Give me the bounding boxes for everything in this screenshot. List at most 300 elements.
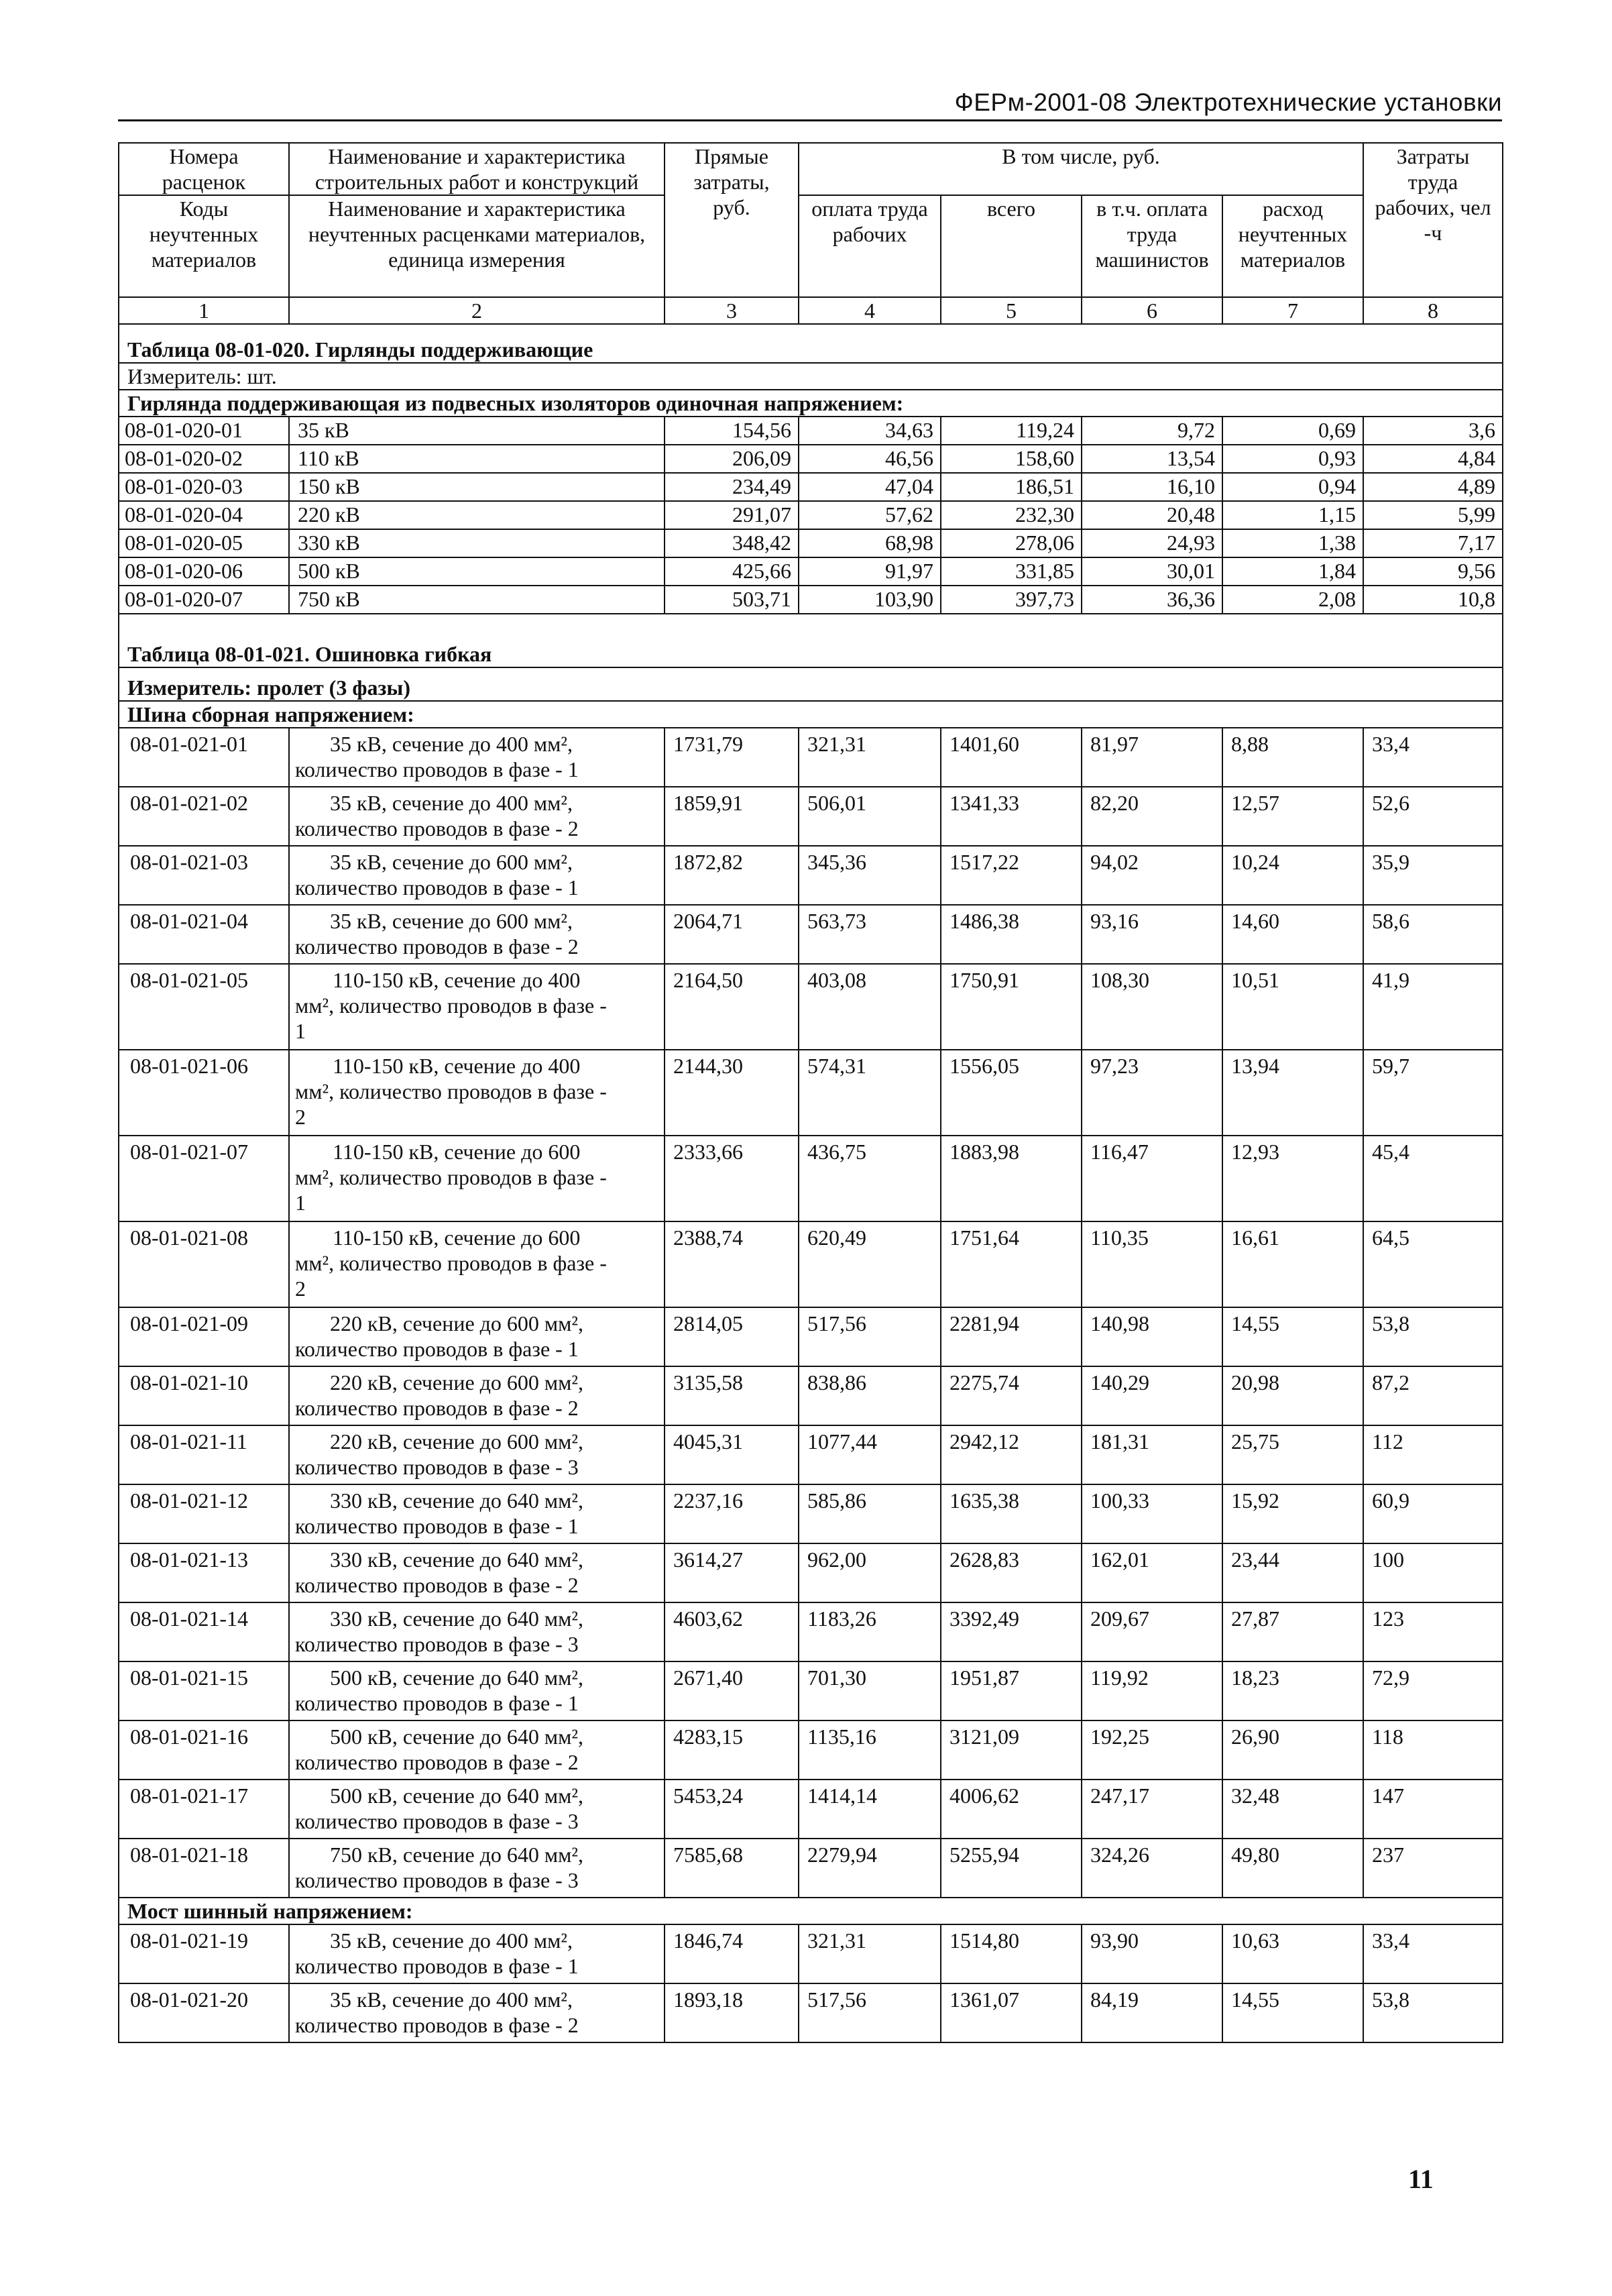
row-name (289, 1307, 665, 1366)
table-row (119, 1050, 1503, 1136)
row-value: 324,26 (1082, 1839, 1222, 1898)
table-row (119, 586, 1503, 614)
header-row-2 (119, 195, 1503, 297)
row-value: 1414,14 (799, 1780, 941, 1839)
row-value: 0,94 (1222, 473, 1363, 501)
row-value: 10,51 (1222, 964, 1363, 1050)
row-value: 3135,58 (665, 1366, 799, 1425)
row-name-line: 330 кВ, сечение до 640 мм², (330, 1606, 584, 1631)
table-row (119, 1543, 1503, 1602)
row-value: 1951,87 (941, 1661, 1082, 1720)
table-row (119, 1661, 1503, 1720)
row-value: 33,4 (1363, 728, 1503, 787)
row-value: 36,36 (1082, 586, 1222, 614)
row-name-line: 500 кВ, сечение до 640 мм², (330, 1784, 584, 1808)
row-name (289, 1661, 665, 1720)
row-name-line: 2 (295, 1105, 306, 1129)
row-value: 1361,07 (941, 1983, 1082, 2042)
row-value: 93,90 (1082, 1924, 1222, 1983)
row-value: 59,7 (1363, 1050, 1503, 1136)
row-value: 10,63 (1222, 1924, 1363, 1983)
row-code: 08-01-021-05 (119, 964, 289, 1050)
header-codes-bottom: Коды неучтенных материалов (119, 195, 289, 297)
row-name-line: 110-150 кВ, сечение до 600 (333, 1140, 581, 1164)
running-header: ФЕРм-2001-08 Электротехнические установки (954, 89, 1502, 116)
row-value: 5,99 (1363, 501, 1503, 529)
table-020-title: Таблица 08-01-020. Гирлянды поддерживающие (119, 324, 1503, 363)
row-name-line: количество проводов в фазе - 2 (295, 1750, 579, 1774)
table-020-unit: Измеритель: шт. (119, 363, 1503, 390)
table-row (119, 905, 1503, 964)
row-value: 158,60 (941, 445, 1082, 473)
row-value: 12,93 (1222, 1136, 1363, 1221)
header-num: 3 (665, 297, 799, 324)
row-value: 60,9 (1363, 1484, 1503, 1543)
row-name-line: 35 кВ, сечение до 400 мм², (330, 1987, 573, 2012)
row-value: 4,84 (1363, 445, 1503, 473)
row-name-line: 110-150 кВ, сечение до 600 (333, 1225, 581, 1250)
row-value: 1077,44 (799, 1425, 941, 1484)
row-value: 23,44 (1222, 1543, 1363, 1602)
row-name-line: 500 кВ, сечение до 640 мм², (330, 1665, 584, 1690)
row-code: 08-01-021-01 (119, 728, 289, 787)
table-020-section: Гирлянда поддерживающая из подвесных изоляторов одиночная напряжением: (119, 390, 1503, 417)
row-name-line: количество проводов в фазе - 3 (295, 1455, 579, 1479)
row-value: 2164,50 (665, 964, 799, 1050)
row-value: 563,73 (799, 905, 941, 964)
row-name-line: мм², количество проводов в фазе - (295, 1079, 607, 1103)
table-row (119, 417, 1503, 445)
row-value: 8,88 (1222, 728, 1363, 787)
row-value: 348,42 (665, 529, 799, 557)
row-value: 13,54 (1082, 445, 1222, 473)
table-row (119, 1307, 1503, 1366)
row-code: 08-01-020-06 (119, 557, 289, 586)
row-value: 5255,94 (941, 1839, 1082, 1898)
row-name (289, 1484, 665, 1543)
row-name (289, 787, 665, 846)
table-row (119, 1780, 1503, 1839)
row-value: 10,8 (1363, 586, 1503, 614)
row-value: 18,23 (1222, 1661, 1363, 1720)
row-value: 2671,40 (665, 1661, 799, 1720)
row-code: 08-01-021-17 (119, 1780, 289, 1839)
row-code: 08-01-021-14 (119, 1602, 289, 1661)
row-value: 1846,74 (665, 1924, 799, 1983)
row-name (289, 1720, 665, 1780)
row-value: 20,48 (1082, 501, 1222, 529)
row-value: 7585,68 (665, 1839, 799, 1898)
row-name-line: мм², количество проводов в фазе - (295, 993, 607, 1018)
row-value: 2281,94 (941, 1307, 1082, 1366)
row-value: 234,49 (665, 473, 799, 501)
row-value: 103,90 (799, 586, 941, 614)
header-name-top: Наименование и характеристика строительных работ и конструкций (289, 143, 665, 195)
row-value: 620,49 (799, 1221, 941, 1307)
row-value: 2814,05 (665, 1307, 799, 1366)
row-value: 68,98 (799, 529, 941, 557)
table-row (119, 1983, 1503, 2042)
row-value: 162,01 (1082, 1543, 1222, 1602)
table-row (119, 1221, 1503, 1307)
row-value: 397,73 (941, 586, 1082, 614)
row-name-line: 220 кВ, сечение до 600 мм², (330, 1311, 584, 1335)
row-value: 14,55 (1222, 1307, 1363, 1366)
row-value: 118 (1363, 1720, 1503, 1780)
row-name-line: 35 кВ, сечение до 600 мм², (330, 909, 573, 933)
row-value: 9,72 (1082, 417, 1222, 445)
row-name (289, 728, 665, 787)
header-name-bottom: Наименование и характеристика неучтенных расценками материалов, единица измерения (289, 195, 665, 297)
row-value: 4006,62 (941, 1780, 1082, 1839)
row-value: 154,56 (665, 417, 799, 445)
row-value: 57,62 (799, 501, 941, 529)
row-value: 186,51 (941, 473, 1082, 501)
row-value: 30,01 (1082, 557, 1222, 586)
row-name: 220 кВ (289, 501, 665, 529)
table-021-title: Таблица 08-01-021. Ошиновка гибкая (119, 614, 1503, 667)
row-value: 45,4 (1363, 1136, 1503, 1221)
row-name-line: 330 кВ, сечение до 640 мм², (330, 1488, 584, 1513)
row-name-line: 500 кВ, сечение до 640 мм², (330, 1725, 584, 1749)
row-value: 25,75 (1222, 1425, 1363, 1484)
table-row (119, 1924, 1503, 1983)
row-value: 2275,74 (941, 1366, 1082, 1425)
row-value: 2279,94 (799, 1839, 941, 1898)
row-value: 1401,60 (941, 728, 1082, 787)
row-value: 1,38 (1222, 529, 1363, 557)
row-name-line: 330 кВ, сечение до 640 мм², (330, 1547, 584, 1572)
header-in-total: В том числе, руб. (799, 143, 1363, 195)
row-value: 1883,98 (941, 1136, 1082, 1221)
header-num: 5 (941, 297, 1082, 324)
row-value: 91,97 (799, 557, 941, 586)
table-020-title-row (119, 324, 1503, 363)
row-value: 35,9 (1363, 846, 1503, 905)
row-name (289, 905, 665, 964)
header-labor: Затраты труда рабочих, чел -ч (1363, 143, 1503, 297)
row-value: 119,24 (941, 417, 1082, 445)
row-value: 5453,24 (665, 1780, 799, 1839)
row-value: 4603,62 (665, 1602, 799, 1661)
row-name-line: количество проводов в фазе - 1 (295, 1954, 579, 1978)
row-value: 2333,66 (665, 1136, 799, 1221)
row-name (289, 1425, 665, 1484)
row-value: 16,61 (1222, 1221, 1363, 1307)
row-name (289, 846, 665, 905)
section-row (119, 701, 1503, 728)
header-materials: расход неучтенных материалов (1222, 195, 1363, 297)
row-name-line: 750 кВ, сечение до 640 мм², (330, 1843, 584, 1867)
row-name-line: 220 кВ, сечение до 600 мм², (330, 1370, 584, 1395)
header-machines-total: всего (941, 195, 1082, 297)
row-value: 123 (1363, 1602, 1503, 1661)
row-value: 321,31 (799, 1924, 941, 1983)
header-num: 4 (799, 297, 941, 324)
row-name-line: количество проводов в фазе - 2 (295, 2013, 579, 2037)
row-value: 517,56 (799, 1307, 941, 1366)
row-value: 3392,49 (941, 1602, 1082, 1661)
row-value: 1872,82 (665, 846, 799, 905)
row-name-line: мм², количество проводов в фазе - (295, 1251, 607, 1275)
row-name (289, 964, 665, 1050)
row-value: 209,67 (1082, 1602, 1222, 1661)
row-value: 838,86 (799, 1366, 941, 1425)
row-value: 291,07 (665, 501, 799, 529)
header-number-row (119, 297, 1503, 324)
row-value: 52,6 (1363, 787, 1503, 846)
row-code: 08-01-021-15 (119, 1661, 289, 1720)
section-label: Мост шинный напряжением: (119, 1898, 1503, 1924)
row-value: 84,19 (1082, 1983, 1222, 2042)
row-value: 181,31 (1082, 1425, 1222, 1484)
table-row (119, 728, 1503, 787)
row-value: 3614,27 (665, 1543, 799, 1602)
row-name (289, 1221, 665, 1307)
row-value: 1514,80 (941, 1924, 1082, 1983)
row-value: 41,9 (1363, 964, 1503, 1050)
row-value: 2,08 (1222, 586, 1363, 614)
row-name (289, 1839, 665, 1898)
header-machinist-wages: в т.ч. оплата труда машинистов (1082, 195, 1222, 297)
row-value: 34,63 (799, 417, 941, 445)
row-name (289, 1543, 665, 1602)
row-code: 08-01-021-04 (119, 905, 289, 964)
row-name-line: 110-150 кВ, сечение до 400 (333, 1054, 581, 1078)
row-value: 1635,38 (941, 1484, 1082, 1543)
row-value: 237 (1363, 1839, 1503, 1898)
row-name-line: количество проводов в фазе - 1 (295, 1691, 579, 1715)
table-row (119, 557, 1503, 586)
row-name-line: 1 (295, 1191, 306, 1215)
table-row (119, 964, 1503, 1050)
row-value: 1750,91 (941, 964, 1082, 1050)
row-value: 15,92 (1222, 1484, 1363, 1543)
row-name-line: количество проводов в фазе - 2 (295, 1573, 579, 1597)
row-value: 147 (1363, 1780, 1503, 1839)
row-value: 97,23 (1082, 1050, 1222, 1136)
row-name: 750 кВ (289, 586, 665, 614)
row-name (289, 1136, 665, 1221)
row-name (289, 1924, 665, 1983)
table-021-unit-row (119, 667, 1503, 701)
row-value: 4045,31 (665, 1425, 799, 1484)
row-value: 116,47 (1082, 1136, 1222, 1221)
row-name-line: количество проводов в фазе - 2 (295, 1396, 579, 1420)
section-label: Шина сборная напряжением: (119, 701, 1503, 728)
header-num: 8 (1363, 297, 1503, 324)
row-value: 2144,30 (665, 1050, 799, 1136)
header-num: 7 (1222, 297, 1363, 324)
table-021-title-row (119, 614, 1503, 667)
row-name-line: количество проводов в фазе - 1 (295, 757, 579, 781)
row-value: 140,29 (1082, 1366, 1222, 1425)
row-value: 93,16 (1082, 905, 1222, 964)
row-value: 49,80 (1222, 1839, 1363, 1898)
row-value: 13,94 (1222, 1050, 1363, 1136)
header-num: 1 (119, 297, 289, 324)
row-value: 232,30 (941, 501, 1082, 529)
row-value: 345,36 (799, 846, 941, 905)
table-row (119, 1839, 1503, 1898)
row-name-line: количество проводов в фазе - 3 (295, 1632, 579, 1656)
row-value: 331,85 (941, 557, 1082, 586)
row-name: 330 кВ (289, 529, 665, 557)
row-value: 1,84 (1222, 557, 1363, 586)
row-value: 100 (1363, 1543, 1503, 1602)
table-020-unit-row (119, 363, 1503, 390)
row-value: 47,04 (799, 473, 941, 501)
row-value: 503,71 (665, 586, 799, 614)
row-code: 08-01-021-19 (119, 1924, 289, 1983)
row-name (289, 1050, 665, 1136)
header-rule (118, 119, 1502, 121)
header-num: 2 (289, 297, 665, 324)
row-value: 53,8 (1363, 1307, 1503, 1366)
row-code: 08-01-020-02 (119, 445, 289, 473)
row-value: 2388,74 (665, 1221, 799, 1307)
header-row-1 (119, 143, 1503, 195)
header-codes-top: Номера расценок (119, 143, 289, 195)
row-value: 14,55 (1222, 1983, 1363, 2042)
header-direct-costs: Прямые затраты, руб. (665, 143, 799, 297)
row-name-line: 35 кВ, сечение до 400 мм², (330, 791, 573, 815)
row-value: 2628,83 (941, 1543, 1082, 1602)
row-value: 112 (1363, 1425, 1503, 1484)
header-wages: оплата труда рабочих (799, 195, 941, 297)
row-value: 574,31 (799, 1050, 941, 1136)
row-value: 0,93 (1222, 445, 1363, 473)
table-row (119, 1484, 1503, 1543)
row-value: 10,24 (1222, 846, 1363, 905)
row-name-line: мм², количество проводов в фазе - (295, 1165, 607, 1189)
row-value: 321,31 (799, 728, 941, 787)
row-code: 08-01-020-07 (119, 586, 289, 614)
row-value: 1517,22 (941, 846, 1082, 905)
row-name: 35 кВ (289, 417, 665, 445)
row-code: 08-01-020-05 (119, 529, 289, 557)
row-value: 20,98 (1222, 1366, 1363, 1425)
row-value: 1,15 (1222, 501, 1363, 529)
row-value: 1183,26 (799, 1602, 941, 1661)
row-name (289, 1780, 665, 1839)
table-row (119, 787, 1503, 846)
row-name-line: количество проводов в фазе - 3 (295, 1868, 579, 1892)
header-num: 6 (1082, 297, 1222, 324)
row-value: 87,2 (1363, 1366, 1503, 1425)
row-value: 24,93 (1082, 529, 1222, 557)
row-code: 08-01-021-13 (119, 1543, 289, 1602)
row-value: 4283,15 (665, 1720, 799, 1780)
row-value: 9,56 (1363, 557, 1503, 586)
row-name-line: 110-150 кВ, сечение до 400 (333, 968, 581, 992)
row-name-line: количество проводов в фазе - 1 (295, 1514, 579, 1538)
row-name-line: количество проводов в фазе - 3 (295, 1809, 579, 1833)
row-code: 08-01-020-04 (119, 501, 289, 529)
row-value: 7,17 (1363, 529, 1503, 557)
row-code: 08-01-021-03 (119, 846, 289, 905)
row-value: 2237,16 (665, 1484, 799, 1543)
row-name-line: 35 кВ, сечение до 400 мм², (330, 1928, 573, 1953)
row-code: 08-01-021-09 (119, 1307, 289, 1366)
row-value: 3,6 (1363, 417, 1503, 445)
section-row (119, 1898, 1503, 1924)
page-number: 11 (1408, 2164, 1434, 2194)
row-value: 2942,12 (941, 1425, 1082, 1484)
row-name-line: 35 кВ, сечение до 600 мм², (330, 850, 573, 874)
table-021-unit: Измеритель: пролет (3 фазы) (119, 667, 1503, 701)
row-name-line: 1 (295, 1019, 306, 1043)
price-table (118, 142, 1503, 2043)
row-code: 08-01-021-18 (119, 1839, 289, 1898)
row-value: 108,30 (1082, 964, 1222, 1050)
row-value: 32,48 (1222, 1780, 1363, 1839)
row-value: 1893,18 (665, 1983, 799, 2042)
row-value: 72,9 (1363, 1661, 1503, 1720)
row-value: 506,01 (799, 787, 941, 846)
row-name (289, 1366, 665, 1425)
row-code: 08-01-021-02 (119, 787, 289, 846)
row-value: 1859,91 (665, 787, 799, 846)
row-value: 26,90 (1222, 1720, 1363, 1780)
row-value: 425,66 (665, 557, 799, 586)
row-name-line: 2 (295, 1276, 306, 1301)
row-value: 140,98 (1082, 1307, 1222, 1366)
row-name (289, 1602, 665, 1661)
table-row (119, 846, 1503, 905)
row-value: 16,10 (1082, 473, 1222, 501)
row-value: 53,8 (1363, 1983, 1503, 2042)
row-value: 1751,64 (941, 1221, 1082, 1307)
row-value: 1135,16 (799, 1720, 941, 1780)
row-value: 962,00 (799, 1543, 941, 1602)
table-row (119, 1366, 1503, 1425)
row-value: 110,35 (1082, 1221, 1222, 1307)
row-code: 08-01-021-11 (119, 1425, 289, 1484)
row-value: 517,56 (799, 1983, 941, 2042)
row-value: 585,86 (799, 1484, 941, 1543)
row-value: 206,09 (665, 445, 799, 473)
row-code: 08-01-021-20 (119, 1983, 289, 2042)
table-row (119, 473, 1503, 501)
row-name (289, 1983, 665, 2042)
row-value: 1731,79 (665, 728, 799, 787)
row-value: 247,17 (1082, 1780, 1222, 1839)
row-value: 403,08 (799, 964, 941, 1050)
row-name-line: количество проводов в фазе - 2 (295, 934, 579, 959)
row-value: 58,6 (1363, 905, 1503, 964)
row-code: 08-01-021-16 (119, 1720, 289, 1780)
row-value: 14,60 (1222, 905, 1363, 964)
row-code: 08-01-021-07 (119, 1136, 289, 1221)
row-value: 64,5 (1363, 1221, 1503, 1307)
row-name: 110 кВ (289, 445, 665, 473)
row-code: 08-01-021-10 (119, 1366, 289, 1425)
table-row (119, 445, 1503, 473)
row-value: 4,89 (1363, 473, 1503, 501)
table-020-section-row (119, 390, 1503, 417)
row-name: 500 кВ (289, 557, 665, 586)
row-value: 94,02 (1082, 846, 1222, 905)
row-code: 08-01-021-08 (119, 1221, 289, 1307)
row-name-line: количество проводов в фазе - 1 (295, 875, 579, 899)
row-code: 08-01-021-06 (119, 1050, 289, 1136)
row-value: 3121,09 (941, 1720, 1082, 1780)
row-name-line: 220 кВ, сечение до 600 мм², (330, 1429, 584, 1454)
row-value: 81,97 (1082, 728, 1222, 787)
row-value: 192,25 (1082, 1720, 1222, 1780)
row-value: 1486,38 (941, 905, 1082, 964)
